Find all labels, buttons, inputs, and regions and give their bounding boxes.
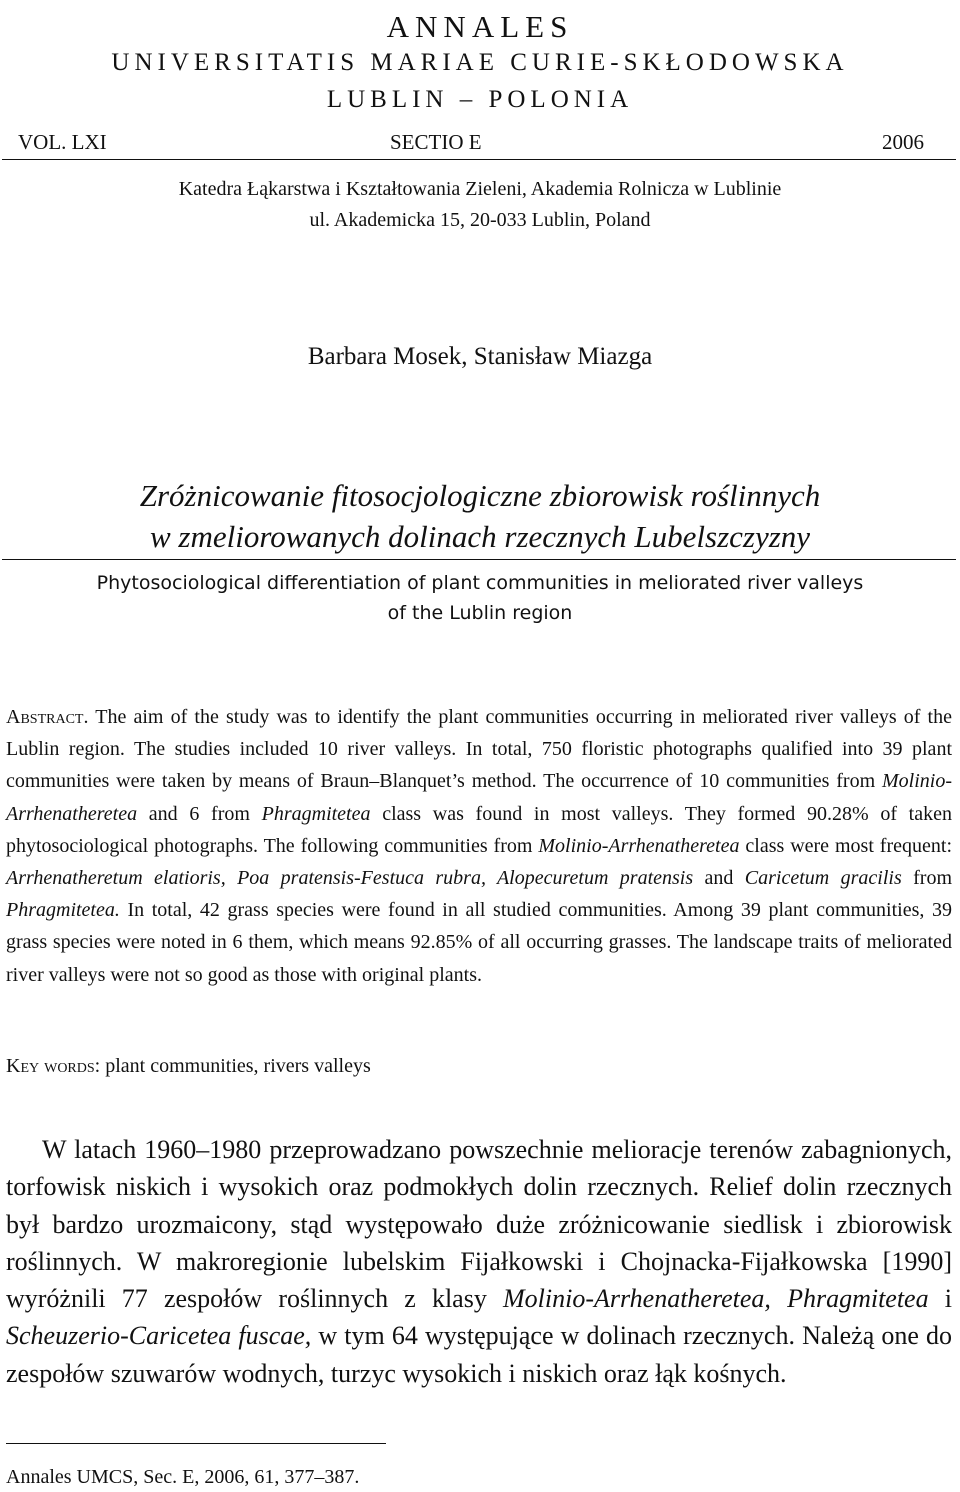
- keywords-label: Key words: [6, 1055, 95, 1077]
- authors: Barbara Mosek, Stanisław Miazga: [307, 343, 653, 370]
- title-english-line1: Phytosociological differentiation of plant communities in meliorated river valleys: [96, 572, 864, 594]
- header-rule: [2, 159, 956, 160]
- journal-title-line3: LUBLIN – POLONIA: [326, 86, 634, 113]
- keywords: Key words: plant communities, rivers valleys: [6, 1055, 371, 1077]
- keywords-text: plant communities, rivers valleys: [105, 1055, 371, 1077]
- body-paragraph: W latach 1960–1980 przeprowadzano powszechnie melioracje terenów zabagnionych, torfowisk niskich i wysokich oraz podmokłych dolin rzecznych. Relief dolin rzecznych był bardzo urozmaicony, stąd występowało duże zróżnicowanie siedlisk i zbiorowisk roślinnych. W makroregionie lubelskim Fijałkowski i Chojnacka-Fijałkowska [1990] wyróżnili 77 zespołów roślinnych z klasy Molinio-Arrhenatheretea, Phragmitetea i Scheuzerio-Caricetea fuscae, w tym 64 występujące w dolinach rzecznych. Należą one do zespołów szuwarów wodnych, turzyc wysokich i niskich oraz łąk kośnych.: [6, 1135, 953, 1388]
- affiliation-line2: ul. Akademicka 15, 20-033 Lublin, Poland: [309, 209, 651, 231]
- footnote-rule: [6, 1443, 386, 1444]
- abstract: Abstract. The aim of the study was to identify the plant communities occurring in meliorated river valleys of the Lublin region. The studies included 10 river valleys. In total, 750 floristic photographs qualified into 39 plant communities were taken by means of Braun–Blanquet’s method. The occurrence of 10 communities from Molinio-Arrhenatheretea and 6 from Phragmitetea class was found in most valleys. They formed 90.28% of taken phytosociological photographs. The following communities from Molinio-Arrhenatheretea class were most frequent: Arrhenatheretum elatioris, Poa pratensis-Festuca rubra, Alopecuretum pratensis and Caricetum gracilis from Phragmitetea. In total, 42 grass species were found in all studied communities. Among 39 plant communities, 39 grass species were noted in 6 them, which means 92.85% of all occurring grasses. The landscape traits of meliorated river valleys were not so good as those with original plants.: [6, 706, 952, 986]
- title-english-line2: of the Lublin region: [387, 602, 573, 624]
- title-rule: [2, 559, 956, 560]
- abstract-label: Abstract.: [6, 706, 89, 728]
- title-polish-line2: w zmeliorowanych dolinach rzecznych Lubelszczyzny: [149, 519, 811, 554]
- title-polish-line1: Zróżnicowanie fitosocjologiczne zbiorowisk roślinnych: [139, 478, 821, 513]
- section-name: SECTIO E: [390, 130, 482, 154]
- affiliation-line1: Katedra Łąkarstwa i Kształtowania Zieleni, Akademia Rolnicza w Lublinie: [178, 178, 782, 200]
- volume-year: 2006: [882, 130, 924, 154]
- volume-number: VOL. LXI: [18, 130, 107, 154]
- journal-title-line2: UNIVERSITATIS MARIAE CURIE-SKŁODOWSKA: [111, 49, 849, 76]
- journal-title-line1: ANNALES: [386, 9, 574, 44]
- footnote-citation: Annales UMCS, Sec. E, 2006, 61, 377–387.: [6, 1466, 360, 1488]
